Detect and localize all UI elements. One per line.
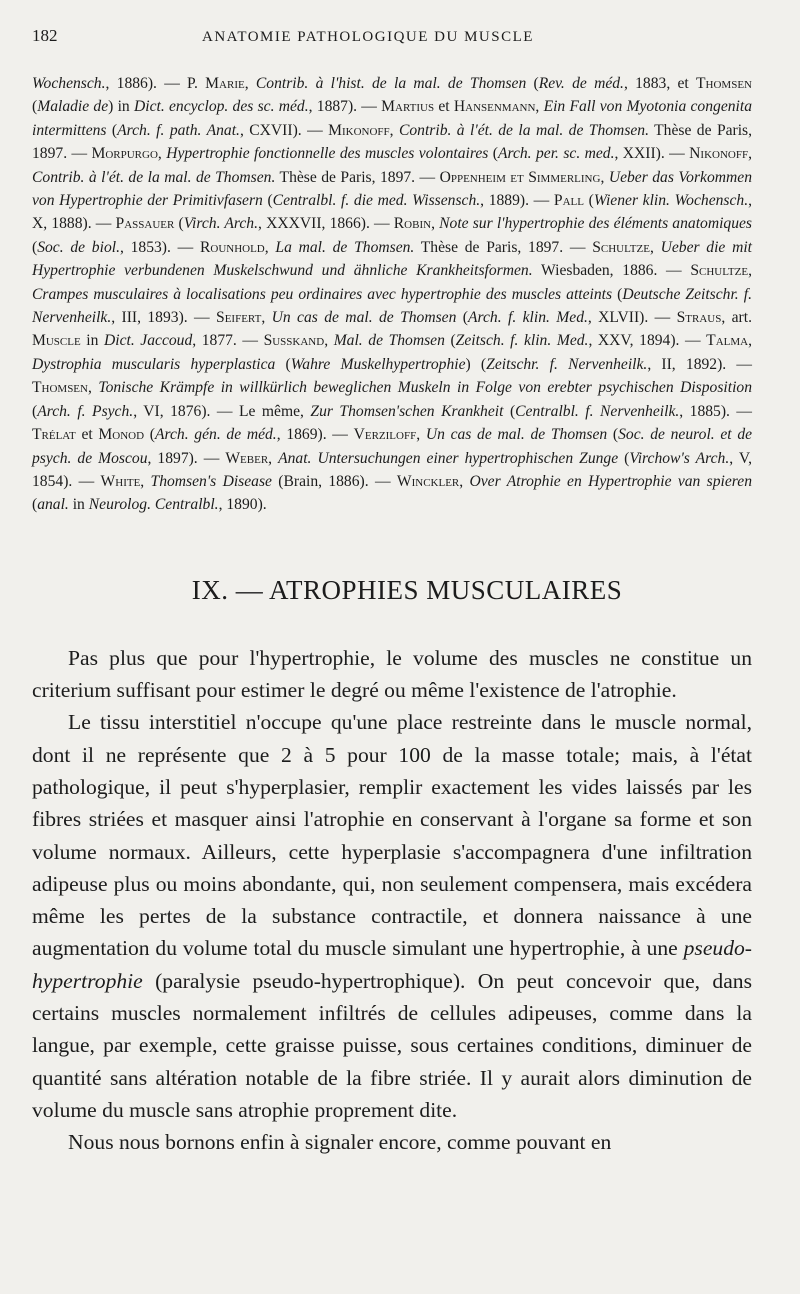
text-run: ( bbox=[444, 332, 456, 350]
text-run: , bbox=[431, 215, 440, 233]
section-title: IX. — ATROPHIES MUSCULAIRES bbox=[191, 574, 623, 605]
text-run: , 1889). — bbox=[480, 192, 554, 210]
text-run: , II, 1892). — bbox=[647, 355, 752, 373]
text-run: ( bbox=[32, 402, 38, 420]
author-name: Thomsen bbox=[32, 379, 88, 397]
text-run: , 1897). — bbox=[147, 449, 226, 467]
italic-run: Un cas de mal. de Thomsen bbox=[271, 309, 457, 327]
text-run: , bbox=[264, 238, 276, 256]
italic-run: Deutsche Zeitschr. f. Nervenheilk. bbox=[32, 285, 752, 327]
italic-run: Note sur l'hypertrophie des éléments anatomiques bbox=[439, 215, 752, 233]
italic-run: Hypertrophie fonctionnelle des muscles volontaires bbox=[166, 145, 489, 163]
text-run: ( bbox=[607, 426, 619, 444]
text-run: ( bbox=[526, 75, 539, 92]
text-run: Wiesbaden, 1886. — bbox=[532, 262, 691, 280]
author-name: Thomsen bbox=[696, 75, 752, 92]
author-name: Pall bbox=[553, 192, 584, 210]
author-name: Hansenmann bbox=[453, 98, 536, 116]
author-name: Nikonoff bbox=[689, 145, 749, 163]
author-name: White bbox=[100, 472, 141, 490]
text-run: , CXVII). — bbox=[239, 121, 329, 139]
text-run: , bbox=[748, 145, 752, 163]
text-run: , 1887). — bbox=[308, 98, 382, 116]
author-name: Schultze bbox=[690, 262, 749, 280]
text-run: , art. bbox=[721, 309, 752, 327]
text-run: , bbox=[261, 309, 272, 327]
italic-run: Dict. encyclop. des sc. méd. bbox=[134, 98, 309, 116]
italic-run: Contrib. à l'hist. de la mal. de Thomsen bbox=[255, 75, 527, 92]
italic-run: Wiener klin. Wochensch. bbox=[593, 192, 749, 210]
text-run: , X, 1888). — bbox=[32, 192, 752, 233]
italic-run: Arch. f. Psych. bbox=[37, 402, 134, 420]
text-run: ( bbox=[612, 285, 623, 303]
italic-run: Centralbl. f. die med. Wissensch. bbox=[272, 192, 481, 210]
author-name: Robin bbox=[393, 215, 432, 233]
author-name: Marie bbox=[205, 75, 245, 92]
italic-run: Contrib. à l'ét. de la mal. de Thomsen. bbox=[32, 168, 276, 186]
text-run: ) ( bbox=[465, 355, 487, 373]
text-run: , V, 1854). — bbox=[32, 449, 752, 490]
text-run: , bbox=[244, 75, 256, 92]
text-run: ( bbox=[32, 98, 38, 116]
italic-run: Anat. Untersuchungen einer hypertrophischen Zunge bbox=[278, 449, 619, 467]
text-run: , 1885). — bbox=[679, 402, 753, 420]
text-run: , bbox=[87, 379, 99, 397]
italic-run: Thomsen's Disease bbox=[150, 472, 272, 490]
page-header bbox=[32, 26, 752, 56]
text-run: , bbox=[157, 145, 167, 163]
text-run: et bbox=[75, 426, 99, 444]
text-run: , XXXVII, 1866). — bbox=[258, 215, 394, 233]
italic-run: Mal. de Thomsen bbox=[333, 332, 445, 350]
italic-run: La mal. de Thomsen. bbox=[275, 238, 415, 256]
text-run: , bbox=[268, 449, 279, 467]
italic-run: Arch. per. sc. med. bbox=[497, 145, 615, 163]
text-run: , XXV, 1894). — bbox=[588, 332, 707, 350]
italic-run: Over Atrophie en Hypertrophie van spieren bbox=[469, 472, 753, 490]
author-name: Rounhold bbox=[199, 238, 265, 256]
italic-run: Zeitschr. f. Nervenheilk. bbox=[486, 355, 648, 373]
author-name: Monod bbox=[98, 426, 145, 444]
italic-run: Wochensch. bbox=[32, 75, 106, 92]
italic-run: Soc. de biol. bbox=[37, 238, 120, 256]
text-run: , III, 1893). — bbox=[111, 309, 217, 327]
italic-run: Tonische Krämpfe in willkürlich beweglichen Muskeln in Folge von erebter psychischen Disposition bbox=[98, 379, 752, 397]
italic-run: Virch. Arch. bbox=[183, 215, 259, 233]
italic-run: Ein Fall von Myotonia congenita intermittens bbox=[32, 98, 753, 139]
italic-run: Rev. de méd. bbox=[538, 75, 624, 92]
italic-run: Centralbl. f. Nervenheilk. bbox=[515, 402, 680, 420]
text-run: (paralysie pseudo-hypertrophique). On peut concevoir que, dans certains muscles normalement infiltrés de cellules adipeuses, comme dans la langue, par exemple, cette graisse puisse, sous certaines conditions, diminuer de quantité sans altération notable de la fibre striée. Il y aurait alors diminution de volume du muscle sans atrophie proprement dite. bbox=[32, 968, 752, 1122]
italic-run: Ueber die mit Hypertrophie verbundenen Muskelschwund und ähnliche Krankheitsformen. bbox=[32, 238, 753, 280]
author-name: Weber bbox=[225, 449, 269, 467]
author-name: Morpurgo bbox=[91, 145, 158, 163]
italic-run: Zeitsch. f. klin. Med. bbox=[455, 332, 589, 350]
author-name: Straus bbox=[676, 309, 722, 327]
italic-run: Un cas de mal. de Thomsen bbox=[425, 426, 608, 444]
text-run: , bbox=[416, 426, 426, 444]
italic-run: Neurolog. Centralbl. bbox=[88, 496, 219, 514]
text-run: et bbox=[434, 98, 454, 116]
italic-run: Soc. de neurol. et de psych. de Moscou bbox=[32, 426, 753, 467]
italic-run: Arch. f. path. Anat. bbox=[117, 121, 240, 139]
italic-run: Dict. Jaccoud bbox=[103, 332, 193, 350]
text-run: , 1877. — bbox=[192, 332, 264, 350]
text-run: , bbox=[535, 98, 544, 116]
text-run: ( bbox=[503, 402, 516, 420]
italic-run: Virchow's Arch. bbox=[629, 449, 730, 467]
text-run: , 1883, et bbox=[623, 75, 697, 92]
running-title: ANATOMIE PATHOLOGIQUE DU MUSCLE bbox=[202, 29, 534, 45]
body-paragraph bbox=[32, 642, 752, 707]
author-name: Susskand bbox=[263, 332, 325, 350]
text-run: Thèse de Paris, 1897. — bbox=[275, 168, 440, 186]
author-name: Seifert bbox=[216, 309, 262, 327]
author-name: Trélat bbox=[32, 426, 76, 444]
text-run: ( bbox=[144, 426, 155, 444]
text-run: , VI, 1876). — Le même, bbox=[133, 402, 311, 420]
italic-run: Dystrophia muscularis hyperplastica bbox=[32, 355, 276, 373]
author-name: Muscle bbox=[32, 332, 81, 350]
text-run: , 1886). — P. bbox=[105, 75, 206, 92]
text-run: in bbox=[68, 496, 89, 514]
text-run: , XXII). — bbox=[614, 145, 690, 163]
text-run: , bbox=[459, 472, 470, 490]
italic-run: Crampes musculaires à localisations peu ordinaires avec hypertrophie des muscles atteints bbox=[32, 285, 613, 303]
text-run: Thèse de Paris, 1897. — bbox=[32, 121, 753, 163]
body-paragraph bbox=[32, 706, 752, 1126]
text-run: Pas plus que pour l'hypertrophie, le volume des muscles ne constitue un criterium suffisant pour estimer le degré ou même l'existence de l'atrophie. bbox=[32, 645, 752, 703]
text-run: , bbox=[600, 168, 609, 186]
text-run: (Brain, 1886). — bbox=[271, 472, 397, 490]
text-run: , 1869). — bbox=[276, 426, 354, 444]
bibliography-paragraph bbox=[32, 72, 752, 517]
text-run: ) in bbox=[108, 98, 134, 116]
text-run: ( bbox=[488, 145, 498, 163]
text-run: , bbox=[389, 121, 399, 139]
author-name: Verziloff bbox=[353, 426, 417, 444]
text-run: , 1853). — bbox=[119, 238, 200, 256]
text-run: , bbox=[748, 332, 752, 350]
author-name: Martius bbox=[381, 98, 435, 116]
author-name: Talma bbox=[706, 332, 749, 350]
text-run: , 1890). bbox=[218, 496, 267, 514]
body-paragraph bbox=[32, 1126, 752, 1158]
text-run: in bbox=[80, 332, 104, 350]
text-run: ( bbox=[275, 355, 291, 373]
author-name: Passauer bbox=[115, 215, 175, 233]
italic-run: Contrib. à l'ét. de la mal. de Thomsen. bbox=[398, 121, 650, 139]
italic-run: pseudo-hypertrophie bbox=[32, 936, 752, 993]
text-run: , XLVII). — bbox=[587, 309, 677, 327]
author-name: Winckler bbox=[396, 472, 460, 490]
italic-run: Wahre Muskelhypertrophie bbox=[290, 355, 466, 373]
text-run: ( bbox=[583, 192, 594, 210]
text-run: ( bbox=[618, 449, 630, 467]
text-run: ( bbox=[32, 496, 38, 514]
text-run: , bbox=[748, 262, 752, 280]
text-run: , bbox=[324, 332, 334, 350]
text-run: ( bbox=[456, 309, 468, 327]
author-name: Mikonoff bbox=[328, 121, 390, 139]
text-run: Thèse de Paris, 1897. — bbox=[414, 238, 593, 256]
author-name: Oppenheim et Simmerling bbox=[439, 168, 601, 186]
italic-run: Ueber das Vorkommen von Hypertrophie der Primitivfasern bbox=[32, 168, 752, 210]
text-run: Le tissu interstitiel n'occupe qu'une place restreinte dans le muscle normal, dont il ne représente que 2 à 5 pour 100 de la masse totale; mais, à l'état pathologique, il peut s'hyperplasier, remplir exactement les vides laissés par les fibres striées et masquer ainsi l'atrophie en conservant à l'organe sa forme et son volume normaux. Ailleurs, cette hyperplasie s'accompagnera d'une infiltration adipeuse plus ou moins abondante, qui, non seulement compensera, mais excédera même les pertes de la substance contractile, et donnera naissance à une augmentation du volume total du muscle simulant une hypertrophie, à une bbox=[32, 710, 752, 961]
body-text bbox=[32, 642, 752, 1159]
italic-run: Maladie de bbox=[37, 98, 109, 116]
italic-run: anal. bbox=[37, 496, 69, 514]
author-name: Schultze bbox=[592, 238, 650, 256]
page-number: 182 bbox=[32, 26, 58, 45]
text-run: , bbox=[140, 472, 151, 490]
text-run: Nous nous bornons enfin à signaler encore, comme pouvant en bbox=[68, 1130, 612, 1155]
italic-run: Zur Thomsen'schen Krankheit bbox=[310, 402, 504, 420]
text-run: ( bbox=[106, 121, 118, 139]
italic-run: Arch. f. klin. Med. bbox=[467, 309, 588, 327]
text-run: ( bbox=[262, 192, 273, 210]
text-run: ( bbox=[32, 238, 38, 256]
text-run: ( bbox=[174, 215, 184, 233]
italic-run: Arch. gén. de méd. bbox=[154, 426, 277, 444]
bibliography-block bbox=[32, 72, 752, 517]
text-run: , bbox=[649, 238, 661, 256]
